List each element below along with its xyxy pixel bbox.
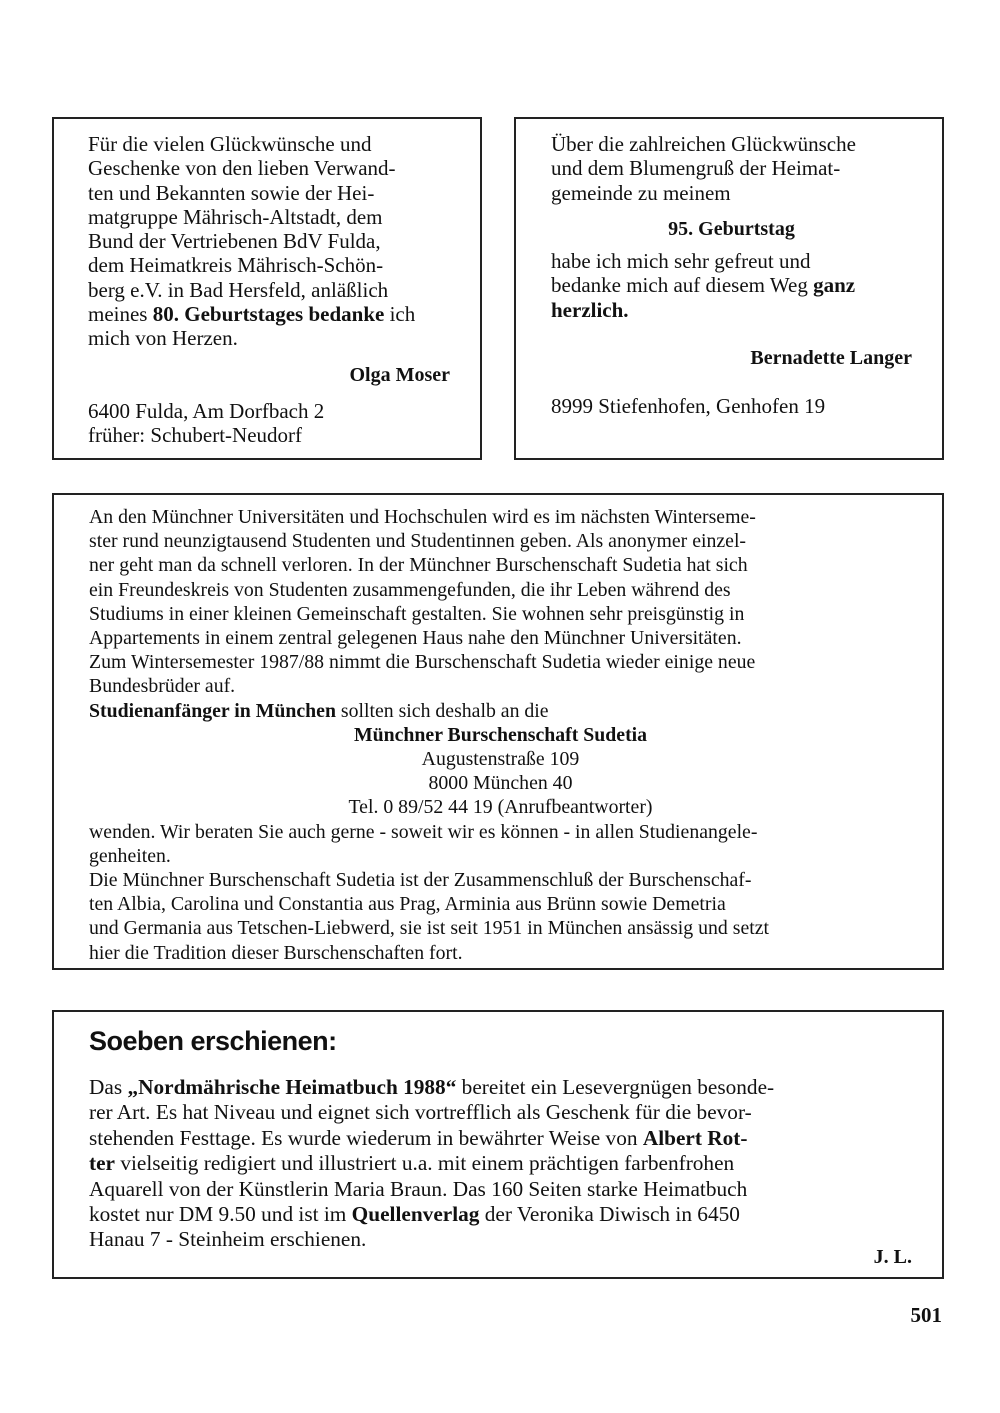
greeting-text-bold: ganz herzlich. — [551, 273, 856, 322]
greeting-intro: Über die zahlreichen Glückwünsche und dem Blumengruß der Heimat- gemeinde zu meinem — [551, 132, 856, 205]
greeting-text-part: habe ich mich sehr gefreut und bedanke mich auf diesem Weg — [551, 249, 811, 298]
greeting-box-olga-moser — [52, 117, 482, 460]
organization-phone: Tel. 0 89/52 44 19 (Anrufbeantworter) — [348, 796, 653, 819]
announcement-paragraph: An den Münchner Universitäten und Hochschulen wird es im nächsten Winterseme- ster rund neunzigtausend Studenten und Studentinnen geben. Als anonymer einzel- ner geht man da schnell verloren. In der Münchner Burschenschaft Sudetia hat sich ein Freundeskreis von Studenten zusammengefunden, die ihr Leben während des Studiums in einer kleinen Gemeinschaft gestalten. Sie wohnen sehr preisgünstig in Appartements in einem zentral gelegenen Haus nahe den Münchner Universitäten. Zum Wintersemester 1987/88 nimmt die Burschenschaft Sudetia wieder einige neue Bundesbrüder auf. — [89, 506, 756, 698]
address: 6400 Fulda, Am Dorfbach 2 früher: Schubert-Neudorf — [88, 398, 325, 448]
address: 8999 Stiefenhofen, Genhofen 19 — [551, 394, 826, 419]
organization-street: Augustenstraße 109 — [421, 748, 580, 771]
book-title: „Nordmährische Heimatbuch 1988“ — [127, 1075, 457, 1099]
announcement-paragraph: Die Münchner Burschenschaft Sudetia ist der Zusammenschluß der Burschenschaf- ten Albia, Carolina und Constantia aus Prag, Arminia aus Brünn sowie Demetria und Germania aus Tetschen-Liebwerd, sie ist seit 1951 in München ansässig und setzt hier die Tradition dieser Burschenschaften fort. — [89, 869, 769, 964]
text-part: Das — [89, 1075, 128, 1099]
occasion-heading: 95. Geburtstag — [668, 217, 795, 240]
organization-city: 8000 München 40 — [428, 772, 573, 795]
page-number: 501 — [910, 1303, 942, 1327]
announcement-paragraph: wenden. Wir beraten Sie auch gerne - soweit wir es können - in allen Studienangele- genheiten. — [89, 820, 758, 867]
greeting-text-part: ich mich von Herzen. — [88, 302, 416, 351]
text-part: der Veronika Diwisch in 6450 Hanau 7 - Steinheim erschienen. — [89, 1202, 740, 1252]
signature: Bernadette Langer — [750, 347, 912, 370]
greeting-text-bold: 80. Geburtstages bedanke — [152, 302, 385, 327]
organization-name: Münchner Burschenschaft Sudetia — [353, 723, 648, 746]
greeting-text — [551, 249, 912, 322]
signature: J. L. — [873, 1245, 912, 1268]
greeting-text — [88, 132, 450, 351]
signature: Olga Moser — [349, 363, 450, 386]
book-announcement-text — [89, 1075, 912, 1253]
contact-line-rest: sollten sich deshalb an die — [335, 699, 549, 722]
greeting-box-bernadette-langer — [514, 117, 944, 460]
greeting-text-part: Für die vielen Glückwünsche und Geschenke von den lieben Verwand- ten und Bekannten sowie der Hei- matgruppe Mährisch-Altstadt, dem Bund der Vertriebenen BdV Fulda, dem Heimatkreis Mährisch-Schön- berg e.V. in Bad Hersfeld, anläßlich meines — [88, 132, 396, 327]
contact-line-bold: Studienanfänger in München — [89, 699, 336, 722]
editor-name: Albert Rot- ter — [89, 1125, 748, 1176]
announcement-title: Soeben erschienen: — [89, 1026, 337, 1056]
publisher-name: Quellenverlag — [351, 1202, 480, 1227]
sudetia-announcement-box — [52, 493, 944, 970]
book-announcement-box — [52, 1010, 944, 1279]
text-part: bereitet ein Lesevergnügen besonde- rer Art. Es hat Niveau und eignet sich vortrefflich als Geschenk für die bevor- stehenden Festtage. Es wurde wiederum in bewährter Weise von — [89, 1075, 775, 1150]
text-part: vielseitig redigiert und illustriert u.a. mit einem prächtigen farbenfrohen Aquarell von der Künstlerin Maria Braun. Das 160 Seiten starke Heimatbuch kostet nur DM 9.50 und ist im — [89, 1151, 748, 1227]
contact-line — [89, 699, 912, 723]
